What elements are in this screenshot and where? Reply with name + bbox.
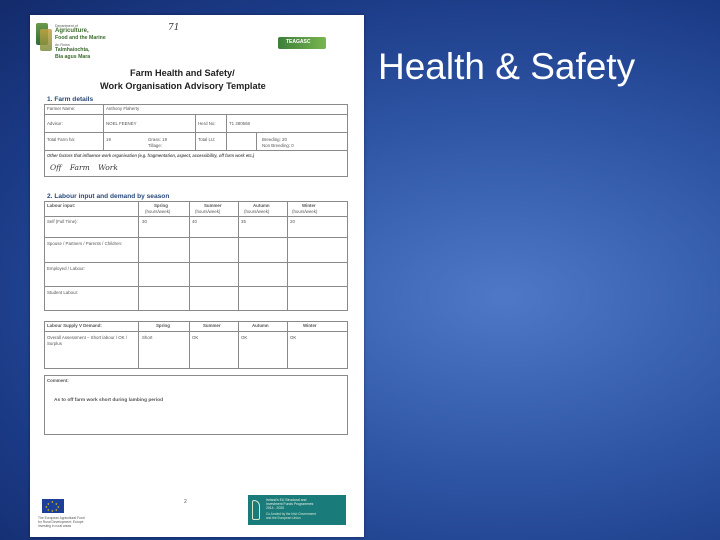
- document-page: [30, 15, 364, 537]
- harp-icon: [252, 500, 260, 520]
- labour-input-col-label: Labour input:: [47, 203, 76, 208]
- section2-heading: 2. Labour input and demand by season: [47, 193, 170, 200]
- autumn-col-sub: (hours/week): [244, 209, 270, 214]
- logo-line-5: Talmhaíochta,: [55, 47, 90, 53]
- assessment-winter: OK: [290, 335, 297, 340]
- esif-line-1: Ireland's EU Structural and: [266, 498, 307, 502]
- eu-text-line-3: investing in rural areas: [38, 524, 72, 528]
- farmer-name-value: Anthony Flaherty: [106, 106, 140, 111]
- self-summer-value: 40: [192, 219, 197, 224]
- assessment-spring: Short: [142, 335, 153, 340]
- total-farm-ha-label: Total Farm ha:: [47, 137, 76, 142]
- tillage-label: Tillage:: [148, 143, 162, 148]
- spring-col-label: Spring: [154, 203, 168, 208]
- autumn-col-label: Autumn: [253, 203, 270, 208]
- esif-line-3: 2014 - 2020: [266, 506, 285, 510]
- summer-col-label: Summer: [204, 203, 222, 208]
- department-crest-accent-icon: [40, 29, 52, 51]
- breeding-value: Breeding: 20: [262, 137, 287, 142]
- overall-assessment-label: Overall Assessment – Short labour / OK / Surplus: [47, 335, 128, 346]
- eu-text-line-1: The European Agricultural Fund: [38, 516, 85, 520]
- esif-line-5: and the European Union: [266, 516, 301, 520]
- esif-line-2: Investment Funds Programmes: [266, 502, 314, 506]
- total-lu-label: Total LU:: [198, 137, 216, 142]
- comment-box: [44, 375, 348, 435]
- supply-winter-col: Winter: [303, 323, 317, 328]
- comment-label: Comment:: [47, 378, 69, 383]
- page-number: 2: [184, 499, 187, 505]
- template-title-line-1: Farm Health and Safety/: [130, 68, 235, 78]
- self-spring-value: 30: [142, 219, 147, 224]
- self-full-time-label: Self (Full Time):: [47, 219, 78, 224]
- supply-autumn-col: Autumn: [252, 323, 269, 328]
- summer-col-sub: (hours/week): [195, 209, 221, 214]
- slide-title: Health & Safety: [378, 46, 636, 87]
- herd-no-value: T1 280568: [229, 121, 250, 126]
- esif-line-4: Co-funded by the Irish Government: [266, 512, 316, 516]
- supply-spring-col: Spring: [156, 323, 170, 328]
- logo-line-6: Bia agus Mara: [55, 54, 91, 60]
- top-handwritten-mark: 71: [168, 23, 180, 33]
- logo-line-3: Food and the Marine: [55, 35, 106, 41]
- advisor-label: Advisor:: [47, 121, 63, 126]
- self-winter-value: 20: [290, 219, 295, 224]
- grass-value: Grass: 19: [148, 137, 168, 142]
- assessment-summer: OK: [192, 335, 199, 340]
- template-title-line-2: Work Organisation Advisory Template: [100, 81, 266, 91]
- ireland-esif-badge: [248, 495, 346, 525]
- advisor-value: NOEL FEENEY: [106, 121, 137, 126]
- winter-col-sub: (hours/week): [292, 209, 318, 214]
- self-autumn-value: 35: [241, 219, 246, 224]
- eu-text-line-2: for Rural Development: Europe: [38, 520, 84, 524]
- logo-line-1: Department of: [55, 24, 78, 28]
- herd-no-label: Herd No:: [198, 121, 216, 126]
- employed-labour-label: Employed / Labour:: [47, 266, 86, 271]
- supply-col-label: Labour Supply V Demand:: [47, 323, 102, 328]
- eu-flag-icon: ★ ★ ★ ★ ★ ★ ★ ★: [42, 499, 64, 513]
- labour-input-table: [44, 201, 348, 311]
- spouse-partners-label: Spouse / Partners / Parents / Children:: [47, 241, 123, 246]
- other-factors-label: Other factors that influence work organisation (e.g. fragmentation, aspect, accessibility, off farm work etc.): [47, 153, 255, 158]
- assessment-autumn: OK: [241, 335, 248, 340]
- winter-col-label: Winter: [302, 203, 316, 208]
- spring-col-sub: (hours/week): [145, 209, 171, 214]
- logo-line-2: Agriculture,: [55, 28, 89, 34]
- supply-summer-col: Summer: [203, 323, 221, 328]
- logo-line-4: An Roinn: [55, 43, 70, 47]
- comment-text: As to off farm work short during lambing period: [54, 398, 163, 403]
- handwritten-off-farm-work: Off Farm Work: [50, 163, 118, 172]
- student-labour-label: Student Labour:: [47, 290, 79, 295]
- teagasc-logo-text: TEAGASC: [286, 39, 311, 45]
- section1-heading: 1. Farm details: [47, 96, 94, 103]
- non-breeding-value: Non Breeding: 0: [262, 143, 294, 148]
- total-farm-ha-value: 19: [106, 137, 111, 142]
- farmer-name-label: Farmer Name:: [47, 106, 76, 111]
